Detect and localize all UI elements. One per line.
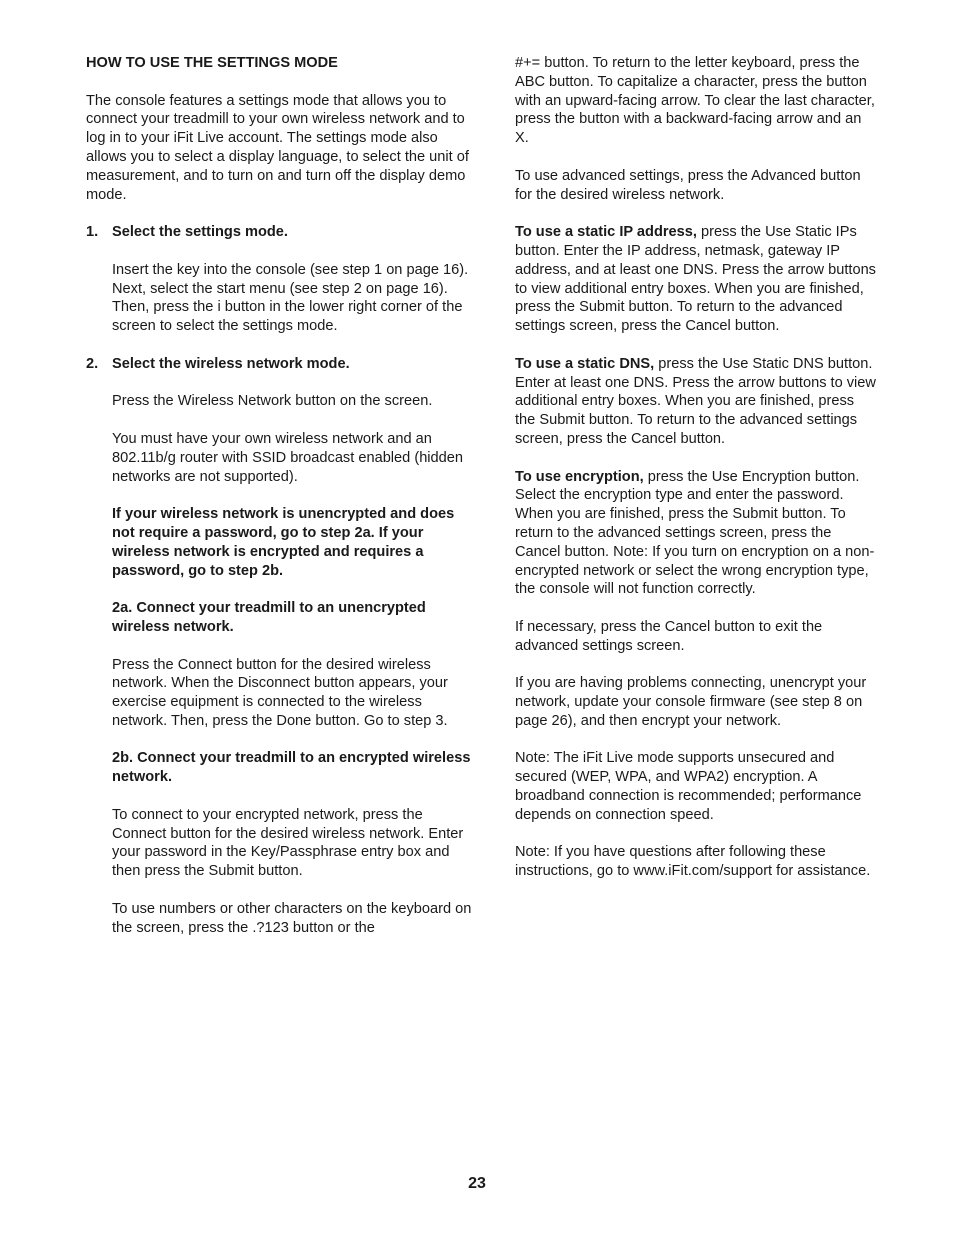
encryption-support-note: Note: The iFit Live mode supports unsecured and secured (WEP, WPA, and WPA2) encryption. A broadband connection is recommended; performance depends on connection speed. xyxy=(515,750,862,823)
static-ip-text: press the Use Static IPs button. Enter the IP address, netmask, gateway IP address, and at least one DNS. Press the arrow buttons to view additional entry boxes. When you are finished, press the Submit button. To return to the advanced settings screen, press the Cancel button. xyxy=(515,224,876,335)
keyboard-paragraph: #+= button. To return to the letter keyboard, press the ABC button. To capitalize a character, press the button with an upward-facing arrow. To clear the last character, press the button with a backward-facing arrow and an X. xyxy=(515,55,875,147)
troubleshooting-paragraph: If you are having problems connecting, unencrypt your network, update your console firmware (see step 8 on page 26), and then encrypt your network. xyxy=(515,675,867,729)
step-2b-text-1: To connect to your encrypted network, press the Connect button for the desired wireless network. Enter your password in the Key/Passphrase entry box and then press the Submit button. xyxy=(112,806,464,880)
step-2b-text-2: To use numbers or other characters on the keyboard on the screen, press the .?123 button or the xyxy=(112,900,472,936)
step-2a-title: 2a. Connect your treadmill to an unencrypted wireless network. xyxy=(112,600,426,635)
static-ip-lead: To use a static IP address, xyxy=(515,224,697,241)
step-2-text-2: You must have your own wireless network and an 802.11b/g router with SSID broadcast enabled (hidden networks are not supported). xyxy=(112,430,464,485)
static-dns-text: press the Use Static DNS button. Enter at least one DNS. Press the arrow buttons to view additional entry boxes. When you are finished, press the Submit button. To return to the advanced settings screen, press the Cancel button. xyxy=(515,355,876,447)
encryption-paragraph xyxy=(515,468,877,600)
encryption-lead: To use encryption, xyxy=(515,468,644,485)
step-1-title-text: Select the settings mode. xyxy=(112,224,288,241)
step-2a-text: Press the Connect button for the desired wireless network. When the Disconnect button appears, your exercise equipment is connected to the wireless network. Then, press the Done button. Go to step 3. xyxy=(112,656,448,729)
step-2-title xyxy=(86,355,476,374)
step-2b-title: 2b. Connect your treadmill to an encrypted wireless network. xyxy=(112,750,471,786)
encryption-text: press the Use Encryption button. Select the encryption type and enter the password. When you are finished, press the Submit button. To return to the advanced settings screen, press the Cancel button. Note: If you turn on encryption on a non-encrypted network or select the wrong encryption type, the console will not function correctly. xyxy=(515,468,875,598)
step-2-number: 2. xyxy=(86,355,99,372)
step-1-title xyxy=(86,223,476,242)
right-column xyxy=(515,54,877,900)
section-heading: HOW TO USE THE SETTINGS MODE xyxy=(86,55,338,71)
static-ip-paragraph xyxy=(515,223,877,336)
page-number: 23 xyxy=(468,1175,486,1192)
step-2-title-text: Select the wireless network mode. xyxy=(112,355,350,372)
static-dns-paragraph xyxy=(515,355,877,449)
step-1-text: Insert the key into the console (see step 1 on page 16). Next, select the start menu (see step 2 on page 16). Then, press the i button in the lower right corner of the screen to select the settings mode. xyxy=(112,261,469,335)
support-note: Note: If you have questions after following these instructions, go to www.iFit.com/support for assistance. xyxy=(515,844,871,880)
step-1-number: 1. xyxy=(86,224,99,241)
static-dns-lead: To use a static DNS, xyxy=(515,355,655,372)
advanced-settings-paragraph: To use advanced settings, press the Advanced button for the desired wireless network. xyxy=(515,167,861,203)
intro-paragraph: The console features a settings mode that allows you to connect your treadmill to your own wireless network and to log in to your iFit Live account. The settings mode also allows you to select a display language, to select the unit of measurement, and to turn on and turn off the display demo mode. xyxy=(86,92,469,203)
step-2-text-1: Press the Wireless Network button on the screen. xyxy=(112,393,433,410)
step-2-instruction: If your wireless network is unencrypted and does not require a password, go to step 2a. If your wireless network is encrypted and requires a password, go to step 2b. xyxy=(112,506,455,579)
cancel-paragraph: If necessary, press the Cancel button to exit the advanced settings screen. xyxy=(515,618,823,654)
left-column xyxy=(86,54,476,956)
